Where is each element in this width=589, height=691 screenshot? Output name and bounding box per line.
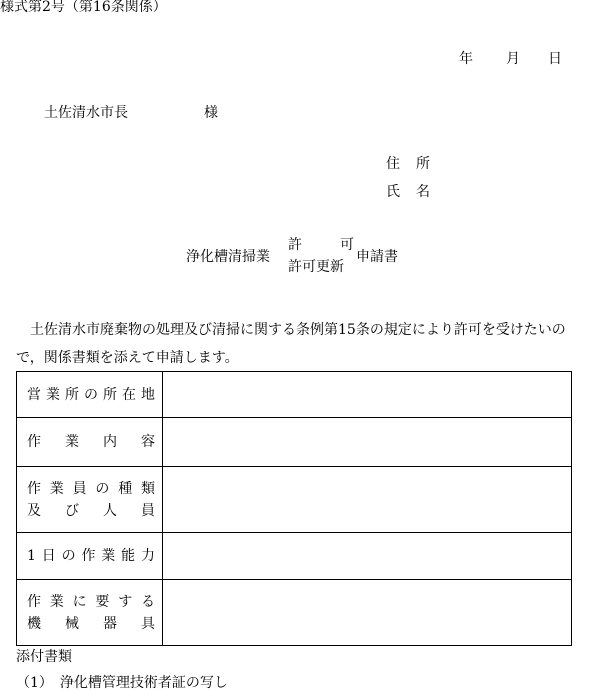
label-line	[27, 591, 155, 613]
attachment-item: （1） 浄化槽管理技術者証の写し	[16, 675, 228, 691]
name-label: 氏名	[386, 184, 446, 200]
document-title-kyo: 許	[288, 237, 302, 253]
info-table	[16, 371, 572, 646]
label-char: 内	[103, 434, 117, 450]
label-char: 械	[65, 615, 79, 632]
label-line	[27, 384, 155, 406]
attachments-title: 添付書類	[16, 649, 72, 665]
label-char: の	[61, 548, 76, 564]
date-year-label: 年	[459, 51, 473, 67]
label-char: 種	[118, 480, 133, 497]
label-char: 作	[27, 593, 41, 610]
label-char: 作	[27, 434, 41, 450]
label-char: 営	[27, 386, 41, 403]
label-char: 在	[122, 386, 136, 403]
recipient-name: 土佐清水市長	[44, 105, 128, 121]
table-row	[17, 418, 572, 467]
label-char: 所	[103, 386, 117, 403]
date-month-label: 月	[506, 51, 520, 67]
label-line	[27, 478, 155, 500]
label-char: の	[95, 480, 110, 497]
table-row	[17, 580, 572, 646]
label-char: 機	[27, 615, 41, 632]
label-char: 作	[81, 548, 96, 564]
label-char: 業	[49, 593, 64, 610]
table-row	[17, 372, 572, 418]
label-char: る	[140, 593, 155, 610]
row-value-workers[interactable]	[163, 467, 572, 533]
label-char: 要	[95, 593, 110, 610]
label-char: 力	[140, 548, 155, 564]
label-char: 業	[101, 548, 116, 564]
label-char: 人	[103, 502, 117, 519]
label-char: 1	[27, 548, 36, 564]
label-char: に	[72, 593, 87, 610]
label-char: 及	[27, 502, 41, 519]
label-char: 業	[65, 434, 79, 450]
address-label: 住所	[386, 156, 446, 172]
label-char: 能	[121, 548, 136, 564]
label-char: 器	[103, 615, 117, 632]
label-char: 類	[140, 480, 155, 497]
row-value-daily-capacity[interactable]	[163, 533, 572, 580]
label-char: 具	[141, 615, 155, 632]
label-char: 員	[141, 502, 155, 519]
date-day-label: 日	[548, 51, 562, 67]
label-char: 日	[41, 548, 56, 564]
document-title-main: 浄化槽清掃業	[186, 249, 270, 265]
document-title-end: 申請書	[356, 249, 398, 265]
row-value-office-location[interactable]	[163, 372, 572, 418]
row-label-workers	[17, 467, 163, 533]
label-char: 所	[65, 386, 79, 403]
label-line	[27, 500, 155, 522]
label-char: 員	[72, 480, 87, 497]
label-char: 業	[46, 386, 60, 403]
label-line	[27, 431, 155, 453]
row-label-daily-capacity	[17, 533, 163, 580]
table-row	[17, 467, 572, 533]
document-title-ka: 可	[340, 237, 354, 253]
label-char: す	[118, 593, 133, 610]
document-title-renewal: 許可更新	[288, 259, 344, 275]
label-char: 容	[141, 434, 155, 450]
body-text: 土佐清水市廃棄物の処理及び清掃に関する条例第15条の規定により許可を受けたいので，関係書類を添えて申請します。	[16, 322, 566, 366]
row-label-work-content	[17, 418, 163, 467]
label-line	[27, 545, 155, 567]
row-value-work-content[interactable]	[163, 418, 572, 467]
row-label-office-location	[17, 372, 163, 418]
label-char: 地	[141, 386, 155, 403]
label-char: の	[84, 386, 98, 403]
form-number: 様式第2号（第16条関係）	[0, 0, 167, 15]
row-value-equipment[interactable]	[163, 580, 572, 646]
label-char: 作	[27, 480, 41, 497]
row-label-equipment	[17, 580, 163, 646]
table-row	[17, 533, 572, 580]
label-char: 業	[49, 480, 64, 497]
label-char: び	[65, 502, 79, 519]
label-line	[27, 613, 155, 635]
recipient-honorific: 様	[204, 105, 218, 121]
